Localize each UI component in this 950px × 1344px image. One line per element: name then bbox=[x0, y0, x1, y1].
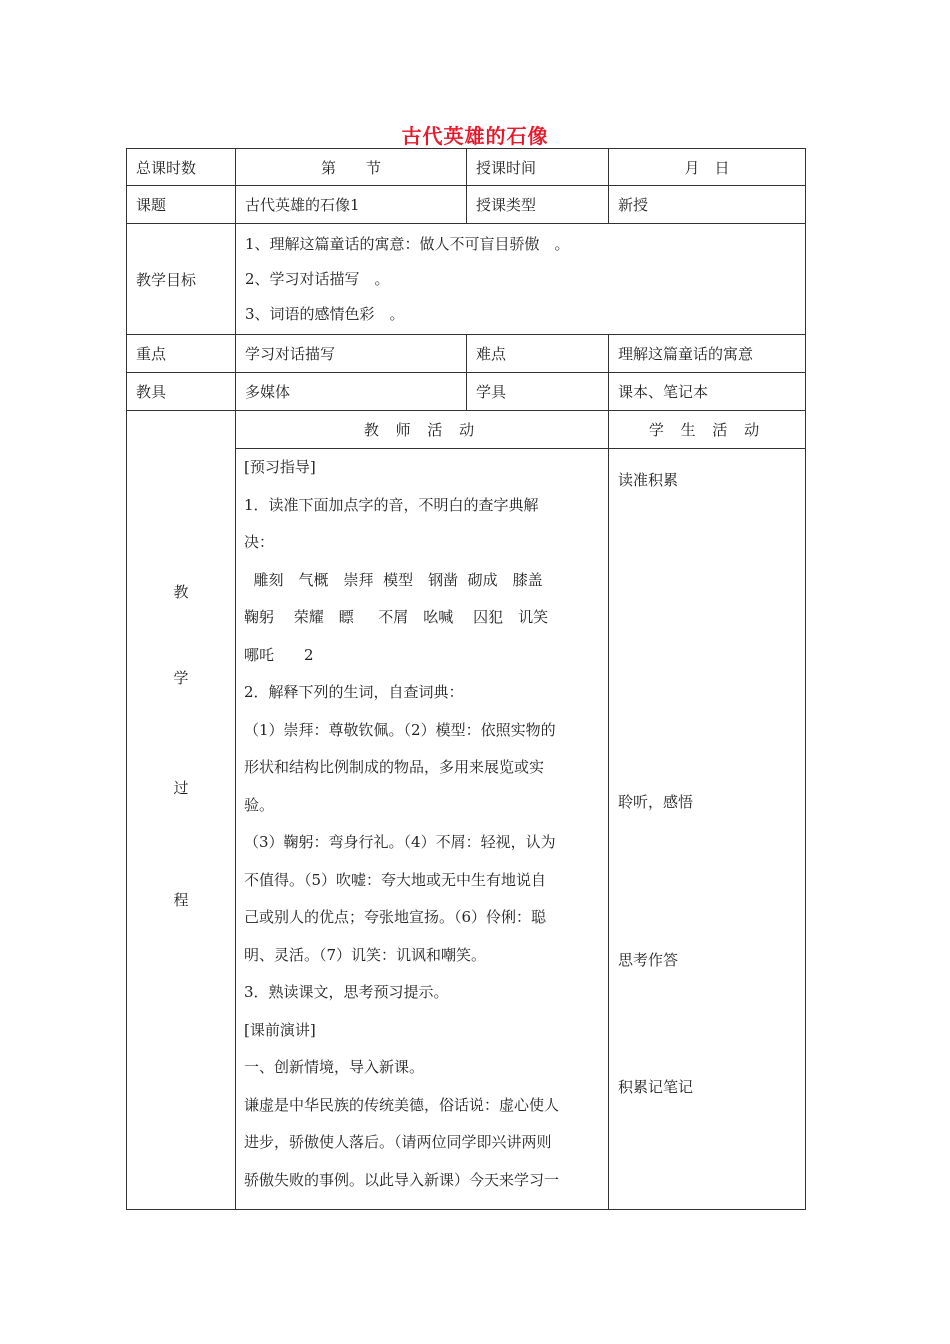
student-activity-content bbox=[609, 449, 806, 1210]
objective-item: 2、学习对话描写 。 bbox=[245, 269, 390, 288]
lesson-plan-table bbox=[126, 148, 806, 1210]
page-title: 古代英雄的石像 bbox=[401, 124, 549, 148]
class-type-value: 新授 bbox=[609, 186, 806, 224]
process-char: 教 bbox=[173, 582, 189, 601]
label-topic: 课题 bbox=[127, 186, 236, 224]
label-student-supplies: 学具 bbox=[467, 373, 609, 411]
section-value: 第 节 bbox=[236, 149, 467, 186]
date-value: 月 日 bbox=[609, 149, 806, 186]
objective-item: 1、理解这篇童话的寓意：做人不可盲目骄傲 。 bbox=[245, 234, 570, 253]
process-char: 学 bbox=[173, 668, 189, 687]
label-class-time: 授课时间 bbox=[467, 149, 609, 186]
teacher-line: 雕刻 气概 崇拜 模型 钢凿 砌成 膝盖 bbox=[244, 570, 543, 589]
label-total-hours: 总课时数 bbox=[127, 149, 236, 186]
teacher-line: 哪吒 2 bbox=[244, 645, 314, 664]
student-note: 聆听，感悟 bbox=[618, 793, 694, 811]
teacher-line: 进步，骄傲使人落后。（请两位同学即兴讲两则 bbox=[244, 1133, 552, 1151]
key-point-value: 学习对话描写 bbox=[236, 335, 467, 373]
teaching-tools-value: 多媒体 bbox=[236, 373, 467, 411]
row-class-hours bbox=[127, 149, 806, 186]
teacher-line: 不值得。（5）吹嘘：夸大地或无中生有地说自 bbox=[244, 870, 547, 889]
topic-value: 古代英雄的石像1 bbox=[236, 186, 467, 224]
row-objectives bbox=[127, 224, 806, 335]
teacher-activity-content bbox=[236, 449, 609, 1210]
label-class-type: 授课类型 bbox=[467, 186, 609, 224]
teacher-line: 形状和结构比例制成的物品，多用来展览或实 bbox=[244, 758, 545, 776]
difficulty-value: 理解这篇童话的寓意 bbox=[609, 335, 806, 373]
row-activity-headers bbox=[127, 411, 806, 449]
teaching-process-label bbox=[127, 411, 236, 1210]
label-key-point: 重点 bbox=[127, 335, 236, 373]
teacher-line: [预习指导] bbox=[244, 458, 316, 476]
student-activity-header: 学 生 活 动 bbox=[609, 411, 806, 449]
teacher-line: 鞠躬 荣耀 瞟 不屑 吆喊 囚犯 讥笑 bbox=[244, 608, 549, 626]
label-teaching-tools: 教具 bbox=[127, 373, 236, 411]
label-objectives: 教学目标 bbox=[127, 224, 236, 335]
objectives-list bbox=[236, 224, 806, 335]
teacher-line: 验。 bbox=[244, 795, 275, 814]
student-supplies-value: 课本、笔记本 bbox=[609, 373, 806, 411]
teacher-line: 己或别人的优点；夸张地宣扬。（6）伶俐：聪 bbox=[244, 908, 547, 926]
teacher-activity-header: 教 师 活 动 bbox=[236, 411, 609, 449]
process-char: 过 bbox=[173, 778, 189, 797]
objective-item: 3、词语的感情色彩 。 bbox=[245, 304, 405, 323]
teacher-line: [课前演讲] bbox=[244, 1020, 316, 1039]
teacher-line: 明、灵活。（7）讥笑：讥讽和嘲笑。 bbox=[244, 945, 487, 964]
teacher-line: 决： bbox=[244, 533, 275, 551]
label-difficulty: 难点 bbox=[467, 335, 609, 373]
teacher-line: 一、创新情境，导入新课。 bbox=[244, 1058, 425, 1076]
row-topic bbox=[127, 186, 806, 224]
teacher-line: （3）鞠躬：弯身行礼。（4）不屑：轻视，认为 bbox=[244, 833, 556, 851]
teacher-line: 3．熟读课文，思考预习提示。 bbox=[244, 983, 449, 1001]
row-tools bbox=[127, 373, 806, 411]
teacher-line: （1）崇拜：尊敬钦佩。（2）模型：依照实物的 bbox=[244, 720, 556, 739]
teacher-line: 1．读准下面加点字的音，不明白的查字典解 bbox=[244, 495, 539, 514]
row-key-points bbox=[127, 335, 806, 373]
process-char: 程 bbox=[173, 890, 189, 909]
student-note: 读准积累 bbox=[618, 471, 679, 489]
student-note: 思考作答 bbox=[618, 951, 679, 969]
student-note: 积累记笔记 bbox=[618, 1078, 694, 1096]
teacher-line: 2．解释下列的生词，自查词典： bbox=[244, 683, 464, 701]
teacher-line: 骄傲失败的事例。以此导入新课）今天来学习一 bbox=[244, 1170, 560, 1189]
teacher-line: 谦虚是中华民族的传统美德，俗话说：虚心使人 bbox=[244, 1095, 560, 1114]
